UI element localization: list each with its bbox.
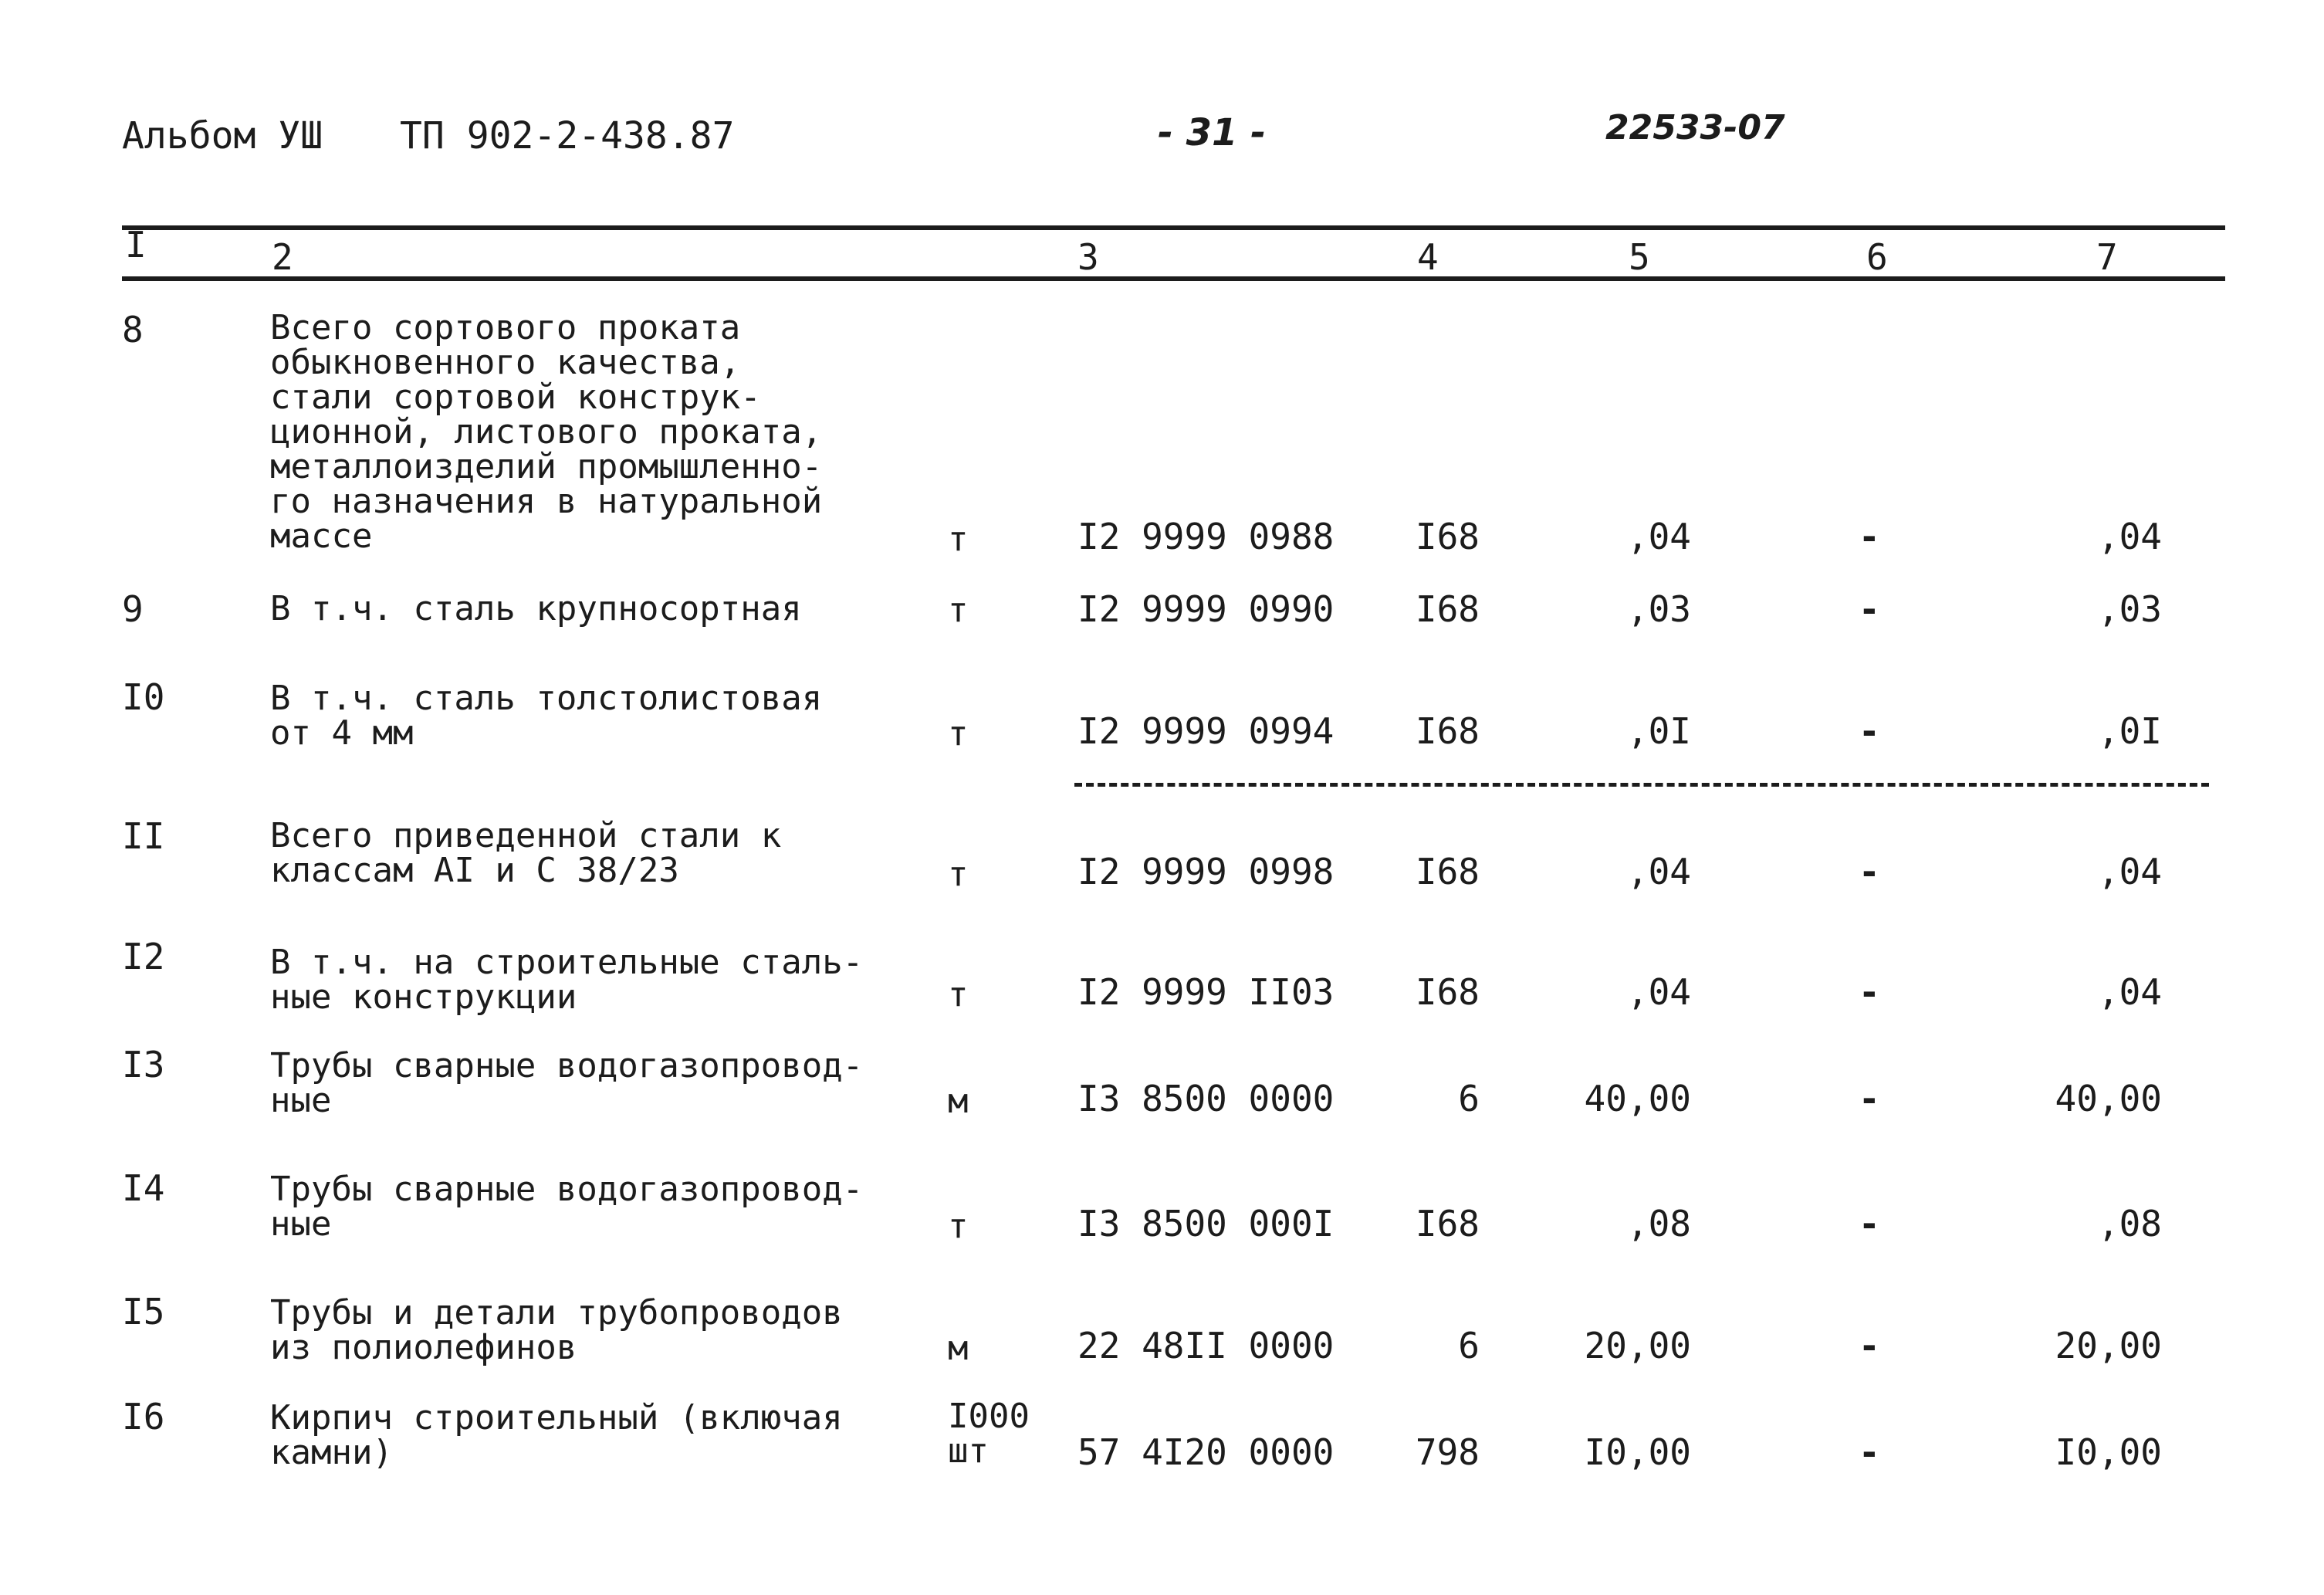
row-col6: -	[1859, 1078, 1880, 1119]
column-number-3: 3	[1077, 236, 1099, 278]
row-code: I3 8500 0000	[1077, 1078, 1335, 1119]
table-header-rule	[122, 276, 2225, 281]
row-description: Трубы сварные водогазопровод- ные	[270, 1046, 864, 1120]
row-col6: -	[1859, 588, 1880, 630]
row-col5: ,03	[1626, 588, 1691, 630]
column-number-5: 5	[1629, 236, 1650, 278]
row-col6: -	[1859, 971, 1880, 1013]
row-code: 22 48II 0000	[1077, 1325, 1335, 1366]
row-number: I0	[122, 676, 165, 718]
row-code: I2 9999 0990	[1077, 588, 1335, 630]
row-number: I4	[122, 1167, 165, 1209]
row-col7: ,08	[2097, 1203, 2162, 1245]
row-col7: I0,00	[2055, 1431, 2162, 1473]
row-col6: -	[1859, 1431, 1880, 1473]
row-col6: -	[1859, 1325, 1880, 1366]
row-col7: ,04	[2097, 516, 2162, 557]
row-col7: ,04	[2097, 851, 2162, 892]
row-col5: ,04	[1626, 851, 1691, 892]
row-col6: -	[1859, 1203, 1880, 1245]
row-col6: -	[1859, 851, 1880, 892]
column-number-1: I	[125, 224, 147, 266]
row-code: 57 4I20 0000	[1077, 1431, 1335, 1473]
column-number-6: 6	[1866, 236, 1888, 278]
column-number-2: 2	[272, 236, 293, 278]
row-col4: I68	[1415, 1203, 1480, 1245]
row-col5: ,04	[1626, 516, 1691, 557]
row-col4: I68	[1415, 971, 1480, 1013]
row-unit: т	[948, 520, 969, 559]
column-number-4: 4	[1417, 236, 1439, 278]
row-col5: ,08	[1626, 1203, 1691, 1245]
row-col7: ,0I	[2097, 710, 2162, 752]
row-description: В т.ч. на строительные сталь- ные конструкции	[270, 943, 864, 1017]
row-code: I2 9999 0988	[1077, 516, 1335, 557]
row-description: Трубы сварные водогазопровод- ные	[270, 1170, 864, 1244]
row-code: I2 9999 II03	[1077, 971, 1335, 1013]
row-number: I3	[122, 1044, 165, 1085]
row-unit: I000 шт	[948, 1397, 1030, 1471]
row-unit: т	[948, 975, 969, 1014]
row-description: В т.ч. сталь крупносортная	[270, 589, 802, 628]
row-unit: м	[948, 1082, 969, 1121]
album-label: Альбом УШ	[122, 114, 323, 157]
row-number: 9	[122, 588, 144, 630]
row-col4: 798	[1415, 1431, 1480, 1473]
row-unit: т	[948, 714, 969, 753]
row-col5: 40,00	[1584, 1078, 1691, 1119]
row-col7: ,04	[2097, 971, 2162, 1013]
row-col5: ,0I	[1626, 710, 1691, 752]
row-unit: т	[948, 591, 969, 630]
row-col5: I0,00	[1584, 1431, 1691, 1473]
row-number: II	[122, 815, 165, 857]
row-description: В т.ч. сталь толстолистовая от 4 мм	[270, 679, 823, 753]
page-number: - 31 -	[1158, 111, 1267, 154]
table-top-rule	[122, 225, 2225, 230]
row-number: 8	[122, 309, 144, 350]
column-number-7: 7	[2096, 236, 2118, 278]
row-description: Всего сортового проката обыкновенного качества, стали сортовой конструк- ционной, листового проката, металлоизделий промышленно- го назначения в натуральной массе	[270, 308, 823, 556]
row-col6: -	[1859, 516, 1880, 557]
row-unit: м	[948, 1329, 969, 1368]
row-number: I6	[122, 1396, 165, 1438]
row-description: Всего приведенной стали к классам AI и С 38/23	[270, 816, 782, 890]
row-code: I2 9999 0994	[1077, 710, 1335, 752]
row-col4: I68	[1415, 710, 1480, 752]
row-col4: 6	[1458, 1325, 1480, 1366]
row-col4: I68	[1415, 851, 1480, 892]
row-unit: т	[948, 1207, 969, 1246]
row-description: Трубы и детали трубопроводов из полиолефинов	[270, 1293, 843, 1367]
row-col7: ,03	[2097, 588, 2162, 630]
row-col7: 40,00	[2055, 1078, 2162, 1119]
document-code: 22533-07	[1605, 108, 1785, 147]
row-description: Кирпич строительный (включая камни)	[270, 1398, 843, 1472]
row-col7: 20,00	[2055, 1325, 2162, 1366]
row-col6: -	[1859, 710, 1880, 752]
dashed-separator	[1074, 783, 2209, 787]
row-unit: т	[948, 855, 969, 894]
row-col4: 6	[1458, 1078, 1480, 1119]
row-number: I5	[122, 1291, 165, 1333]
row-col4: I68	[1415, 588, 1480, 630]
row-code: I2 9999 0998	[1077, 851, 1335, 892]
row-number: I2	[122, 936, 165, 977]
row-code: I3 8500 000I	[1077, 1203, 1335, 1245]
project-code: ТП 902-2-438.87	[400, 114, 735, 157]
row-col4: I68	[1415, 516, 1480, 557]
row-col5: ,04	[1626, 971, 1691, 1013]
row-col5: 20,00	[1584, 1325, 1691, 1366]
